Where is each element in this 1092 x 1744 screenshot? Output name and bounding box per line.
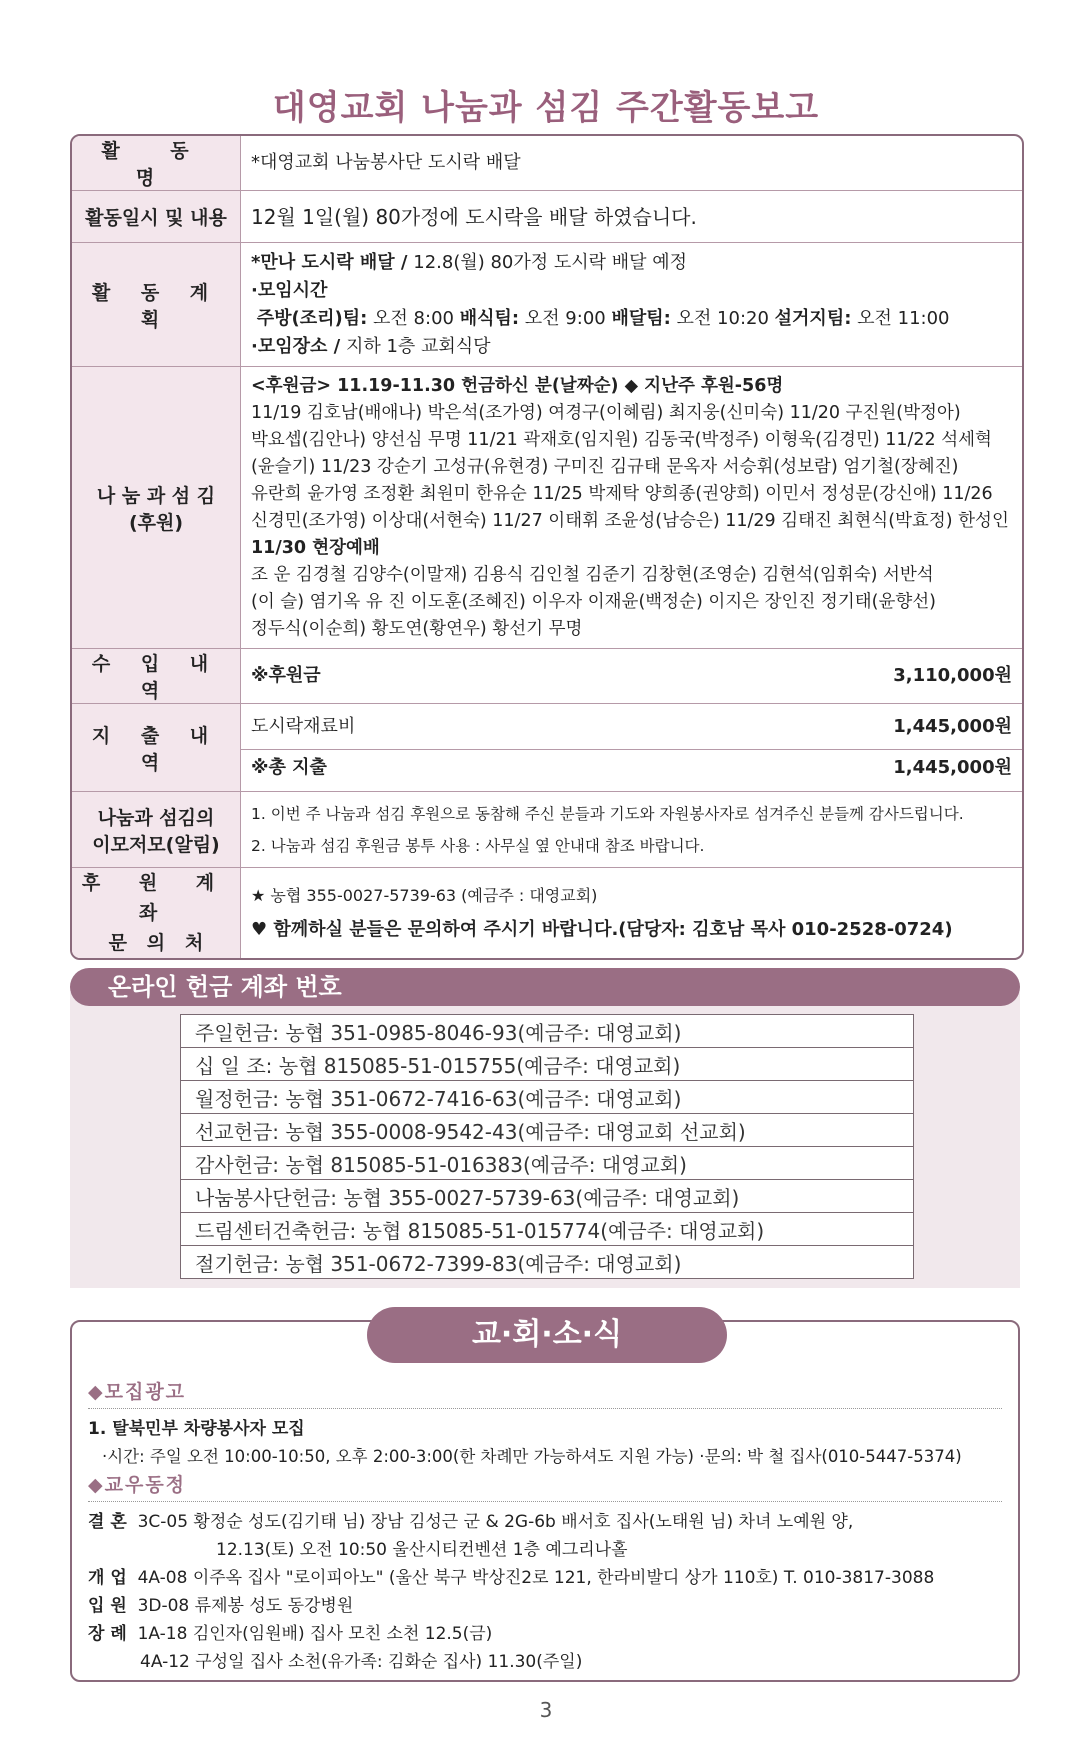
expense-amount: 1,445,000원 <box>893 716 1012 737</box>
activity-report-table <box>70 134 1024 960</box>
donation-line: 박요셉(김안나) 양선심 무명 11/21 곽재호(임지원) 김동국(박정주) 이형욱(김경민) 11/22 석세혁 <box>251 429 992 450</box>
account-row: 십 일 조: 농협 815085-51-015755(예금주: 대영교회) <box>181 1048 914 1081</box>
donation-line: 정두식(이순희) 황도연(황연우) 황선기 무명 <box>251 618 583 639</box>
activity-name-label: 활 동 명 <box>72 136 241 191</box>
income-label: 수 입 내 역 <box>72 649 241 704</box>
notice-content: 1. 이번 주 나눔과 섬김 후원으로 동참해 주신 분들과 기도와 자원봉사자로 섬겨주신 분들께 감사드립니다. 2. 나눔과 섬김 후원금 봉투 사용 : 사무실 옆 안내대 참조 바랍니다. <box>241 792 1023 868</box>
donation-line: (윤슬기) 11/23 강순기 고성규(유현경) 구미진 김규태 문옥자 서승휘(성보람) 엄기철(장혜진) <box>251 456 959 477</box>
expense-label: 지 출 내 역 <box>72 704 241 792</box>
donation-line: 신경민(조가영) 이상대(서현숙) 11/27 이태휘 조윤성(남승은) 11/29 김태진 최현식(박효정) 한성인 <box>251 510 1009 531</box>
funeral-line-2: 4A-12 구성일 집사 소천(유가족: 김화순 집사) 11.30(주일) <box>140 1652 583 1672</box>
activity-plan-label: 활 동 계 획 <box>72 243 241 367</box>
activity-plan: *만나 도시락 배달 / 12.8(월) 80가정 도시락 배달 예정 ·모임시간 주방(조리)팀: 오전 8:00 배식팀: 오전 9:00 배달팀: 오전 10:20 설거지팀: 오전 11:00 ·모임장소 / 지하 1층 교회식당 <box>241 243 1023 367</box>
account-row: 선교헌금: 농협 355-0008-9542-43(예금주: 대영교회 선교회) <box>181 1114 914 1147</box>
account-content: ★ 농협 355-0027-5739-63 (예금주 : 대영교회) ♥ 함께하실 분들은 문의하여 주시기 바랍니다.(담당자: 김호남 목사 010-2528-0724) <box>251 886 953 940</box>
donation-list <box>241 367 1023 649</box>
online-account-table <box>180 1014 914 1279</box>
wedding-line: 결 혼 3C-05 황정순 성도(김기태 님) 장남 김성근 군 & 2G-6b 배서호 집사(노태원 님) 차녀 노예원 양, <box>88 1512 854 1532</box>
online-offering-header: 온라인 헌금 계좌 번호 <box>70 968 1020 1006</box>
page-number: 3 <box>539 1698 553 1722</box>
activity-date-label: 활동일시 및 내용 <box>72 191 241 243</box>
donation-line: (이 슬) 염기옥 유 진 이도훈(조혜진) 이우자 이재윤(백정순) 이지은 장인진 정기태(윤향선) <box>251 591 937 612</box>
expense-total-amount: 1,445,000원 <box>893 757 1012 778</box>
account-row: 감사헌금: 농협 815085-51-016383(예금주: 대영교회) <box>181 1147 914 1180</box>
account-row: 드림센터건축헌금: 농협 815085-51-015774(예금주: 대영교회) <box>181 1213 914 1246</box>
activity-name: *대영교회 나눔봉사단 도시락 배달 <box>241 136 1023 191</box>
church-news-body <box>88 1378 1002 1676</box>
account-row: 나눔봉사단헌금: 농협 355-0027-5739-63(예금주: 대영교회) <box>181 1180 914 1213</box>
funeral-line: 장 례 1A-18 김인자(임원배) 집사 모친 소천 12.5(금) <box>88 1624 493 1644</box>
donation-subheader: 11/30 현장예배 <box>251 537 380 558</box>
recruit-item: 1. 탈북민부 차량봉사자 모집 <box>88 1419 305 1439</box>
church-news-title: 교·회·소·식 <box>367 1307 727 1363</box>
notice-label: 나눔과 섬김의 이모저모(알림) <box>72 792 241 868</box>
account-row: 주일헌금: 농협 351-0985-8046-93(예금주: 대영교회) <box>181 1015 914 1048</box>
donation-line: 유란희 윤가영 조정환 최원미 한유순 11/25 박제탁 양희종(권양희) 이민서 정성문(강신애) 11/26 <box>251 483 993 504</box>
donation-line: 11/19 김호남(배애나) 박은석(조가영) 여경구(이혜림) 최지웅(신미숙) 11/20 구진원(박정아) <box>251 402 961 423</box>
account-row: 절기헌금: 농협 351-0672-7399-83(예금주: 대영교회) <box>181 1246 914 1279</box>
account-label: 후 원 계 좌 문 의 처 <box>72 868 241 959</box>
activity-date-content: 12월 1일(월) 80가정에 도시락을 배달 하였습니다. <box>241 191 1023 243</box>
recruit-detail: ·시간: 주일 오전 10:00-10:50, 오후 2:00-3:00(한 차례만 가능하셔도 지원 가능) ·문의: 박 철 집사(010-5447-5374) <box>102 1447 962 1466</box>
recruit-section-title: ◆모집광고 <box>88 1381 187 1403</box>
expense-rows: 도시락재료비 1,445,000원 ※총 지출 1,445,000원 <box>241 704 1023 792</box>
members-section-title: ◆교우동정 <box>88 1474 187 1496</box>
income-amount: 3,110,000원 <box>893 665 1012 686</box>
page-title: 대영교회 나눔과 섬김 주간활동보고 <box>272 88 820 128</box>
income-row: ※후원금 3,110,000원 <box>241 649 1023 704</box>
donation-line: 조 운 김경철 김양수(이말재) 김용식 김인철 김준기 김창현(조영순) 김현석(임휘숙) 서반석 <box>251 564 934 585</box>
donation-header: <후원금> 11.19-11.30 헌금하신 분(날짜순) ◆ 지난주 후원-56명 <box>251 375 784 396</box>
donation-label: 나 눔 과 섬 김 (후원) <box>72 367 241 649</box>
wedding-line-2: 12.13(토) 오전 10:50 울산시티컨벤션 1층 예그리나홀 <box>216 1540 628 1560</box>
opening-line: 개 업 4A-08 이주옥 집사 "로이피아노" (울산 북구 박상진2로 121, 한라비발디 상가 110호) T. 010-3817-3088 <box>88 1568 935 1588</box>
account-row: 월정헌금: 농협 351-0672-7416-63(예금주: 대영교회) <box>181 1081 914 1114</box>
hospital-line: 입 원 3D-08 류제봉 성도 동강병원 <box>88 1596 354 1616</box>
